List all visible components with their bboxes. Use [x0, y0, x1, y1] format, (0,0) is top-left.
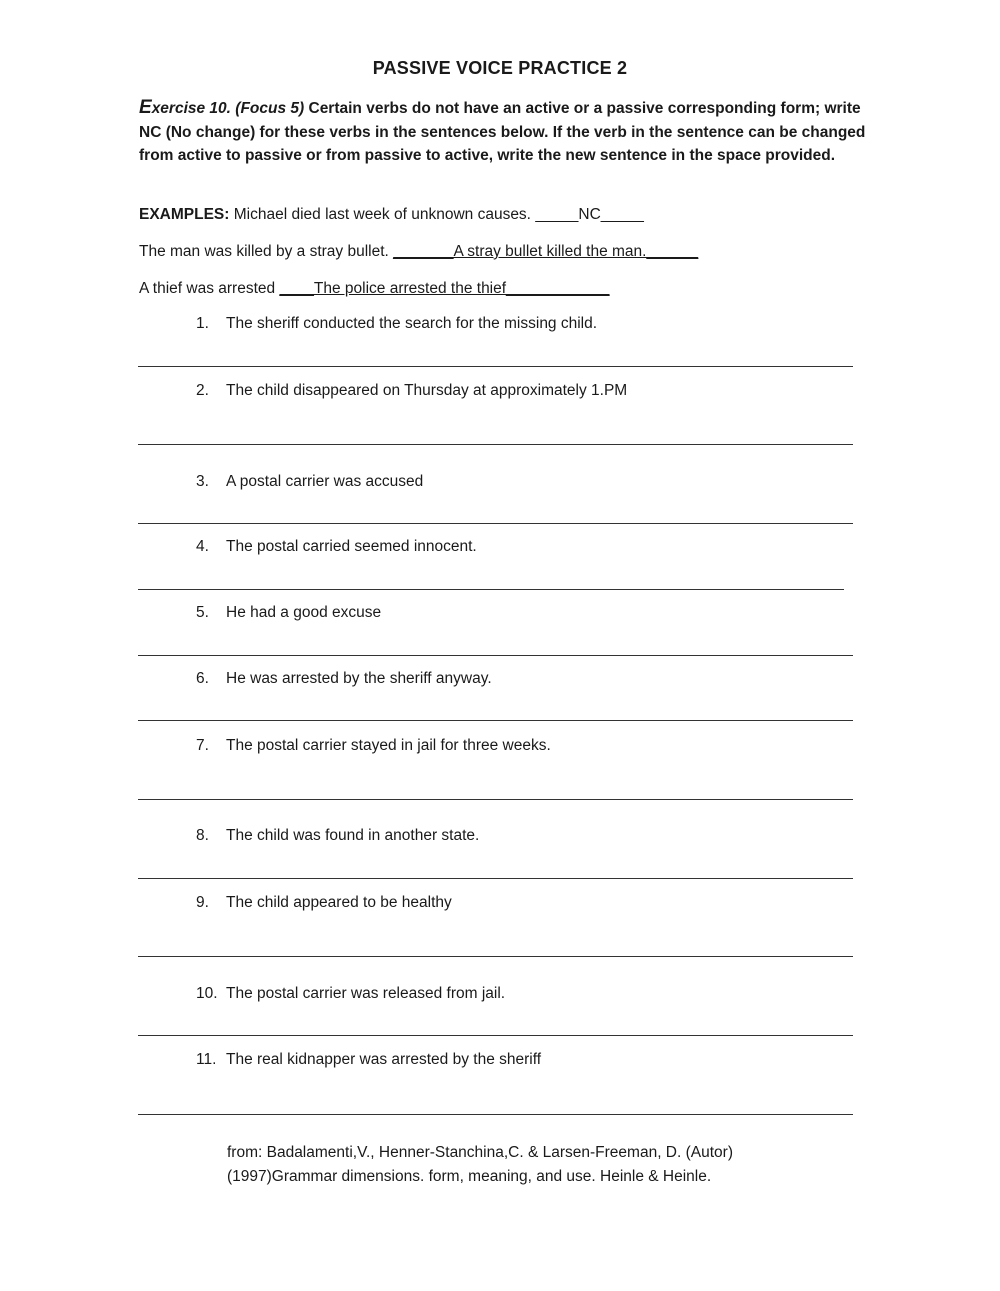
question-text: The sheriff conducted the search for the missing child. [226, 315, 598, 332]
question-text: The postal carrier stayed in jail for three weeks. [226, 737, 551, 754]
exercise-instructions [139, 96, 869, 168]
question-number: 11. [196, 1051, 217, 1068]
question-8 [196, 827, 479, 845]
instructions-initial: E [139, 97, 152, 118]
question-9 [196, 894, 452, 912]
answer-line-3[interactable] [138, 523, 853, 524]
example-3-answer: ____The police arrested the thief____________ [279, 280, 610, 297]
question-7 [196, 737, 551, 755]
question-number: 3. [196, 473, 209, 490]
question-text: A postal carrier was accused [226, 473, 424, 490]
answer-line-9[interactable] [138, 956, 853, 957]
source-line-1: from: Badalamenti,V., Henner-Stanchina,C. & Larsen-Freeman, D. (Autor) [227, 1144, 733, 1161]
example-2-answer: _______A stray bullet killed the man.______ [393, 243, 699, 260]
source-citation [227, 1141, 847, 1189]
answer-line-10[interactable] [138, 1035, 853, 1036]
question-number: 10. [196, 985, 218, 1002]
question-number: 9. [196, 894, 209, 911]
example-1-sentence: Michael died last week of unknown causes. [229, 206, 536, 223]
instructions-text: Certain verbs do not have an active or a passive corresponding form; write NC (No change) for these verbs in the sentences below. If the verb in the sentence can be changed from active to passive or from passive to active, write the new sentence in the space provided. [139, 100, 866, 164]
question-text: The child was found in another state. [226, 827, 480, 844]
answer-line-7[interactable] [138, 799, 853, 800]
example-1 [139, 206, 644, 224]
question-text: He had a good excuse [226, 604, 382, 621]
question-number: 4. [196, 538, 209, 555]
question-text: He was arrested by the sheriff anyway. [226, 670, 492, 687]
source-line-2: (1997)Grammar dimensions. form, meaning, and use. Heinle & Heinle. [227, 1168, 712, 1185]
answer-line-6[interactable] [138, 720, 853, 721]
exercise-label: xercise 10. (Focus 5) [151, 100, 305, 117]
question-2 [196, 382, 627, 400]
page-title: PASSIVE VOICE PRACTICE 2 [372, 58, 628, 78]
example-2-sentence: The man was killed by a stray bullet. [139, 243, 394, 260]
question-text: The child disappeared on Thursday at approximately 1.PM [226, 382, 628, 399]
example-2 [139, 243, 698, 261]
question-10 [196, 985, 505, 1003]
answer-line-2[interactable] [138, 444, 853, 445]
example-3-sentence: A thief was arrested [139, 280, 280, 297]
examples-label: EXAMPLES: [139, 206, 230, 223]
question-5 [196, 604, 381, 622]
question-text: The postal carried seemed innocent. [226, 538, 477, 555]
example-1-answer: _____NC_____ [535, 206, 644, 223]
example-3 [139, 280, 610, 298]
question-number: 7. [196, 737, 209, 754]
answer-line-8[interactable] [138, 878, 853, 879]
question-text: The child appeared to be healthy [226, 894, 452, 911]
question-11 [196, 1051, 541, 1069]
question-1 [196, 315, 597, 333]
question-number: 1. [196, 315, 209, 332]
question-3 [196, 473, 423, 491]
question-4 [196, 538, 477, 556]
question-number: 2. [196, 382, 209, 399]
question-number: 8. [196, 827, 209, 844]
answer-line-4[interactable] [138, 589, 844, 590]
question-text: The postal carrier was released from jail. [226, 985, 506, 1002]
answer-line-5[interactable] [138, 655, 853, 656]
answer-line-11[interactable] [138, 1114, 853, 1115]
question-6 [196, 670, 492, 688]
question-text: The real kidnapper was arrested by the sheriff [226, 1051, 542, 1068]
question-number: 5. [196, 604, 209, 621]
question-number: 6. [196, 670, 209, 687]
answer-line-1[interactable] [138, 366, 853, 367]
